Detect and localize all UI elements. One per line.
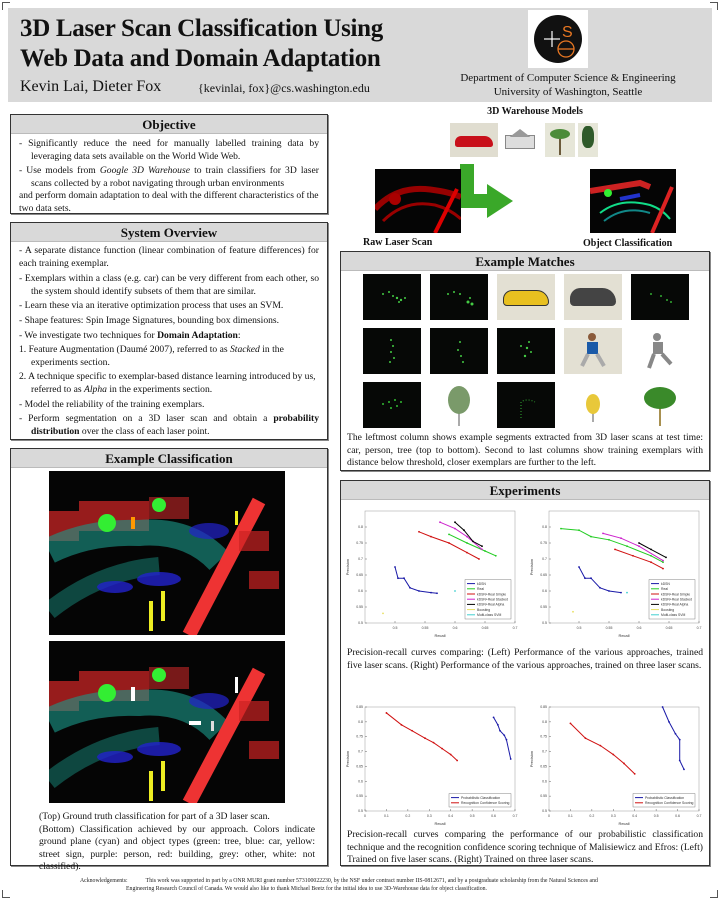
acknowledgements-line-2: Engineering Research Council of Canada. We would also like to thank Michael Beetz for the initial idea to use 3D-Warehouse data for object classification.: [126, 886, 487, 892]
authors: Kevin Lai, Dieter Fox: [20, 78, 162, 95]
warehouse-label: 3D Warehouse Models: [487, 106, 583, 117]
experiments-caption-1: Precision-recall curves comparing: (Left) Performance of the various approaches, trained five laser scans. (Right) Performance of the various approaches, trained on three laser scans.: [347, 647, 703, 671]
stacked-emphasis: Stacked: [230, 344, 260, 356]
pr-chart-probabilistic-three-scans: [527, 701, 705, 827]
pipeline-figure: [345, 106, 715, 250]
scan-segment-person: [430, 328, 488, 374]
svg-text:0.5: 0.5: [653, 814, 659, 818]
svg-text:0: 0: [548, 814, 550, 818]
svg-text:0.5: 0.5: [358, 621, 363, 625]
svg-text:0.75: 0.75: [540, 541, 547, 545]
text: 2. A technique specific to exemplar-based distance learning introduced by us, referred to as: [19, 371, 316, 395]
scan-segment-person: [363, 328, 421, 374]
caption-bottom: (Bottom) Classification achieved by our approach. Colors indicate ground plane (cyan) and object types (green: tree, blue: car, yellow: street sign, purple: person, red: building, grey: other, white: not classified).: [39, 823, 315, 873]
svg-text:0.1: 0.1: [567, 814, 573, 818]
svg-text:0.7: 0.7: [358, 557, 363, 561]
acknowledgements-line-1: This work was supported in part by a ONR MURI grant number 573100022230, by the NSF under contract number IIS-0812671, and by a postgraduate scholarship from the Natural Sciences and: [145, 878, 598, 884]
pr-chart-approaches-three-scans: [527, 505, 705, 639]
svg-text:0.6: 0.6: [452, 626, 458, 630]
svg-text:Probabilistic Classification: Probabilistic Classification: [645, 795, 685, 800]
person-model-blue: [564, 328, 622, 374]
overview-bullet: [19, 330, 319, 343]
svg-text:0.8: 0.8: [358, 719, 363, 724]
svg-text:0.6: 0.6: [636, 626, 642, 630]
svg-text:0.65: 0.65: [665, 626, 673, 630]
object-classification-image: [590, 169, 676, 233]
google-3d-warehouse-emphasis: Google 3D Warehouse: [99, 165, 190, 177]
svg-text:0.65: 0.65: [540, 764, 547, 769]
svg-text:kDSN: kDSN: [477, 581, 486, 586]
text: :: [237, 329, 241, 341]
svg-text:Precision: Precision: [529, 750, 534, 768]
scan-segment-tree: [363, 382, 421, 428]
scan-segment-person: [497, 328, 555, 374]
title-line-1: 3D Laser Scan Classification Using: [20, 15, 383, 42]
pr-chart-approaches-five-scans: [343, 505, 521, 639]
svg-text:0.2: 0.2: [589, 814, 595, 818]
svg-text:Multi-class SVM: Multi-class SVM: [477, 613, 502, 618]
svg-text:0.55: 0.55: [605, 626, 613, 630]
svg-text:0.8: 0.8: [542, 719, 547, 724]
svg-text:0.65: 0.65: [540, 573, 547, 577]
acknowledgements-label: Acknowledgements:: [80, 878, 128, 884]
objective-continuation: and perform domain adaptation to deal with the different characteristics of the two data sets.: [19, 190, 319, 214]
svg-text:Recall: Recall: [618, 633, 630, 638]
system-overview-panel: [10, 222, 328, 440]
tree-model-yellow: [564, 382, 622, 428]
svg-text:Multi-class SVM: Multi-class SVM: [661, 613, 686, 618]
text: in the experiments section.: [106, 383, 213, 395]
svg-text:0.75: 0.75: [356, 541, 363, 545]
domain-adaptation-emphasis: Domain Adaptation: [157, 329, 238, 341]
svg-text:0.55: 0.55: [540, 794, 547, 799]
author-emails: {kevinlai, fox}@cs.washington.edu: [198, 81, 370, 95]
svg-text:Recognition Confidence Scoring: Recognition Confidence Scoring: [645, 801, 694, 806]
svg-text:0.7: 0.7: [542, 749, 547, 754]
corner-mark: [710, 890, 718, 898]
svg-text:kDSN: kDSN: [661, 581, 670, 586]
svg-text:0.5: 0.5: [469, 814, 475, 818]
svg-text:0.5: 0.5: [542, 809, 547, 813]
person-model-grey: [631, 328, 689, 374]
objective-panel: [10, 114, 328, 214]
svg-text:0.5: 0.5: [358, 809, 363, 813]
object-classification-label: Object Classification: [583, 238, 673, 249]
svg-text:0.6: 0.6: [491, 814, 497, 818]
department-name: Department of Computer Science & Engineering: [460, 72, 676, 84]
overview-bullet: - Shape features: Spin Image Signatures, bounding box dimensions.: [19, 314, 280, 326]
probability-distribution-emphasis: probability distribution: [31, 413, 319, 437]
svg-text:0.75: 0.75: [356, 734, 363, 739]
tree-model-thumbnail: [578, 123, 598, 157]
svg-text:S: S: [562, 24, 573, 41]
svg-text:kDSN+Real Alpha: kDSN+Real Alpha: [661, 602, 689, 607]
svg-text:0.5: 0.5: [542, 621, 547, 625]
department: [448, 71, 688, 99]
ground-truth-scan-image: [49, 471, 285, 635]
objective-bullet: - Significantly reduce the need for manually labelled training data by leveraging data sets available on the World Wide Web.: [19, 138, 319, 162]
tree-model: [430, 382, 488, 428]
title-line-2: Web Data and Domain Adaptation: [20, 45, 381, 72]
svg-text:Precision: Precision: [529, 558, 534, 576]
scan-segment-car: [363, 274, 421, 320]
text: 1. Feature Augmentation (Daumé 2007), referred to as: [19, 344, 230, 356]
svg-text:Recall: Recall: [618, 821, 630, 826]
overview-bullet: - Learn these via an iterative optimization process that uses an SVM.: [19, 300, 284, 312]
svg-text:Probabilistic Classification: Probabilistic Classification: [461, 795, 501, 800]
svg-text:0.8: 0.8: [542, 525, 547, 529]
svg-text:0.55: 0.55: [540, 605, 547, 609]
svg-text:Real: Real: [661, 587, 668, 592]
house-model-thumbnail: [501, 123, 539, 157]
svg-text:0.55: 0.55: [356, 605, 363, 609]
car-model-black: [564, 274, 622, 320]
svg-text:kDSN+Real Simple: kDSN+Real Simple: [477, 592, 507, 597]
svg-text:kDSN+Real Alpha: kDSN+Real Alpha: [477, 602, 505, 607]
svg-text:0.5: 0.5: [576, 626, 582, 630]
svg-text:0.85: 0.85: [356, 705, 363, 709]
university-name: University of Washington, Seattle: [493, 86, 643, 98]
svg-text:0.6: 0.6: [358, 779, 363, 784]
svg-text:0.6: 0.6: [358, 589, 363, 593]
raw-laser-scan-image: [375, 169, 461, 233]
svg-text:0.1: 0.1: [383, 814, 389, 818]
svg-text:Boosting: Boosting: [661, 607, 675, 612]
svg-text:Boosting: Boosting: [477, 607, 491, 612]
svg-text:0.65: 0.65: [481, 626, 489, 630]
svg-text:Recall: Recall: [434, 821, 446, 826]
svg-text:0.8: 0.8: [358, 525, 363, 529]
palm-tree-model-thumbnail: [545, 123, 575, 157]
svg-text:0.2: 0.2: [405, 814, 411, 818]
overview-numbered-item: [19, 371, 319, 396]
alpha-emphasis: Alpha: [84, 383, 107, 395]
svg-text:0.6: 0.6: [542, 779, 547, 784]
example-matches-panel: [340, 251, 710, 471]
svg-text:0: 0: [364, 814, 366, 818]
example-classification-panel: [10, 448, 328, 873]
svg-text:0.3: 0.3: [426, 814, 432, 818]
system-overview-title: System Overview: [11, 223, 327, 242]
pr-chart-probabilistic-five-scans: [343, 701, 521, 827]
svg-text:0.65: 0.65: [356, 573, 363, 577]
overview-bullet: [19, 413, 319, 438]
poster-title: [20, 14, 383, 74]
svg-text:0.55: 0.55: [356, 794, 363, 799]
overview-bullet: - Exemplars within a class (e.g. car) can be very different from each other, so the system should identify subsets of them that are similar.: [19, 273, 319, 297]
scan-segment-car: [631, 274, 689, 320]
poster-header: [8, 8, 712, 102]
cse-logo-icon: [528, 10, 588, 68]
svg-text:kDSN+Real Stacked: kDSN+Real Stacked: [477, 597, 509, 602]
car-model-yellow: [497, 274, 555, 320]
raw-laser-scan-label: Raw Laser Scan: [363, 237, 433, 248]
experiments-panel: [340, 480, 710, 866]
overview-bullet: - Model the reliability of the training exemplars.: [19, 398, 205, 410]
objective-bullet: [19, 165, 319, 190]
objective-title: Objective: [11, 115, 327, 134]
example-classification-caption: [39, 811, 315, 874]
svg-text:Precision: Precision: [345, 558, 350, 576]
overview-bullet: - A separate distance function (linear combination of feature differences) for each training exemplar.: [19, 245, 319, 269]
svg-text:0.6: 0.6: [542, 589, 547, 593]
svg-text:0.75: 0.75: [540, 734, 547, 739]
text: - Perform segmentation on a 3D laser scan and obtain a: [19, 413, 274, 425]
svg-text:0.85: 0.85: [540, 705, 547, 709]
svg-text:0.7: 0.7: [512, 814, 518, 818]
overview-numbered-item: [19, 344, 319, 369]
svg-text:0.4: 0.4: [632, 814, 638, 818]
svg-text:Precision: Precision: [345, 750, 350, 768]
svg-text:0.7: 0.7: [358, 749, 363, 754]
example-classification-title: Example Classification: [11, 449, 327, 468]
svg-text:0.4: 0.4: [448, 814, 454, 818]
scan-segment-car: [430, 274, 488, 320]
tree-model-green: [631, 382, 689, 428]
experiments-title: Experiments: [341, 481, 709, 500]
svg-text:0.55: 0.55: [421, 626, 429, 630]
svg-text:0.65: 0.65: [356, 764, 363, 769]
corner-mark: [2, 890, 10, 898]
acknowledgements: [80, 877, 680, 893]
classification-result-scan-image: [49, 641, 285, 803]
scan-segment-tree: [497, 382, 555, 428]
text: over the class of each laser point.: [79, 425, 210, 437]
caption-top: (Top) Ground truth classification for part of a 3D laser scan.: [39, 811, 270, 822]
experiments-caption-2: Precision-recall curves comparing the performance of our probabilistic classification technique and the recognition confidence scoring technique of Malisiewicz and Efros: (Left) Trained on five laser scans. (Right) Trained on three laser scans.: [347, 829, 703, 866]
example-matches-title: Example Matches: [341, 252, 709, 271]
text: - Use models from: [19, 165, 100, 177]
svg-text:kDSN+Real Simple: kDSN+Real Simple: [661, 592, 691, 597]
text: in the experiments section.: [31, 344, 284, 368]
svg-text:Real: Real: [477, 587, 484, 592]
svg-text:0.7: 0.7: [696, 814, 702, 818]
svg-text:0.3: 0.3: [610, 814, 616, 818]
svg-text:Recognition Confidence Scoring: Recognition Confidence Scoring: [461, 801, 510, 806]
svg-text:0.5: 0.5: [392, 626, 398, 630]
svg-text:0.7: 0.7: [696, 626, 702, 630]
svg-text:Recall: Recall: [434, 633, 446, 638]
svg-text:0.6: 0.6: [675, 814, 681, 818]
text: to train classifiers for 3D laser scans collected by a robot navigating through urban environments: [31, 165, 319, 189]
example-matches-caption: The leftmost column shows example segments extracted from 3D laser scans at test time: car, person, tree (top to bottom). Second to last columns show training exemplars with distance below threshold, closer exemplars are further to the left.: [347, 432, 703, 469]
car-model-thumbnail: [450, 123, 498, 157]
svg-text:0.7: 0.7: [542, 557, 547, 561]
text: - We investigate two techniques for: [19, 329, 158, 341]
svg-text:kDSN+Real Stacked: kDSN+Real Stacked: [661, 597, 693, 602]
svg-text:0.7: 0.7: [512, 626, 518, 630]
matches-grid: [363, 274, 689, 428]
